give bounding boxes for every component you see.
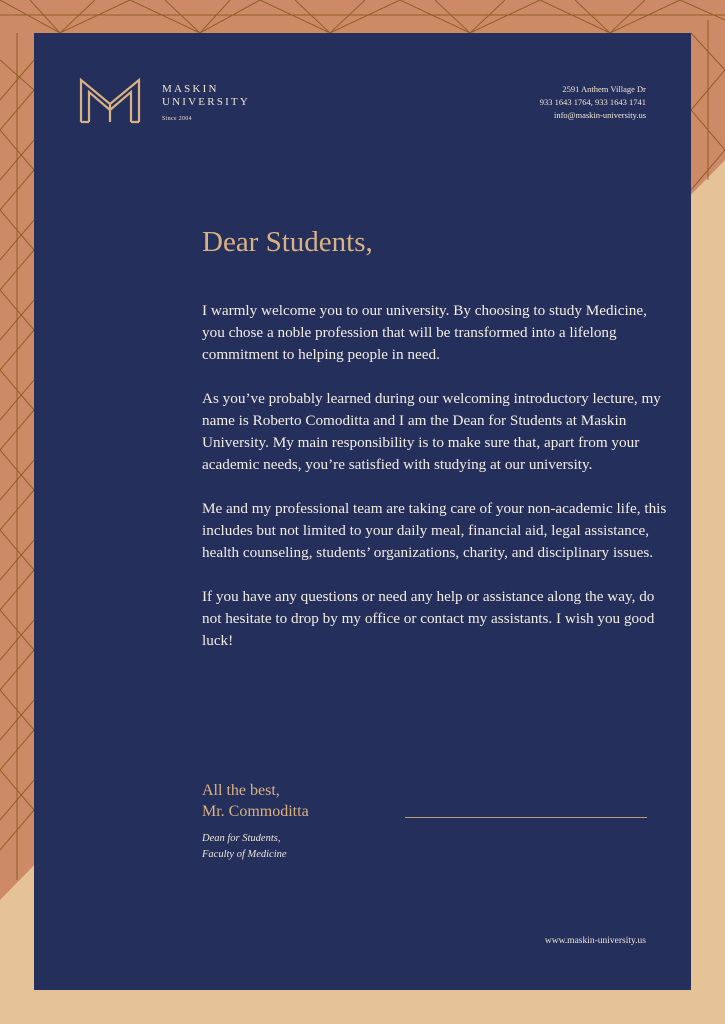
contact-email[interactable]: info@maskin-university.us	[553, 110, 646, 120]
brand-name-line1: MASKIN	[162, 83, 219, 95]
signature-line	[405, 817, 647, 818]
footer-website[interactable]: www.maskin-university.us	[544, 936, 646, 946]
paragraph: Me and my professional team are taking care of your non-academic life, this includes but not limited to your daily meal, financial aid, legal assistance, health counseling, students’ organizations, charity, and disciplinary issues.	[202, 500, 667, 561]
closing-text: All the best,	[202, 782, 280, 799]
signer-title-line2: Faculty of Medicine	[202, 849, 287, 860]
letter-card	[34, 33, 691, 990]
brand-block	[162, 83, 250, 122]
signer-name: Mr. Commoditta	[202, 803, 309, 820]
paragraph: As you’ve probably learned during our welcoming introductory lecture, my name is Roberto Comoditta and I am the Dean for Students at Maskin University. My main responsibility is to make sure that, apart from your academic needs, you’re satisfied with studying at our university.	[202, 390, 661, 473]
signer-title	[202, 831, 287, 863]
signer-title-line1: Dean for Students,	[202, 833, 281, 844]
contact-address: 2591 Anthem Village Dr	[562, 84, 646, 94]
closing-block	[202, 780, 309, 822]
brand-name-line2: UNIVERSITY	[162, 96, 250, 108]
paragraph: I warmly welcome you to our university. By choosing to study Medicine, you chose a noble profession that will be transformed into a lifelong commitment to helping people in need.	[202, 302, 647, 363]
brand-since: Since 2004	[162, 116, 192, 122]
contact-block	[540, 83, 646, 122]
greeting-heading: Dear Students,	[202, 226, 373, 258]
m-monogram-icon	[79, 78, 141, 124]
letter-body	[202, 300, 672, 674]
contact-phone: 933 1643 1764, 933 1643 1741	[539, 97, 646, 107]
paragraph: If you have any questions or need any help or assistance along the way, do not hesitate to drop by my office or contact my assistants. I wish you good luck!	[202, 588, 655, 649]
